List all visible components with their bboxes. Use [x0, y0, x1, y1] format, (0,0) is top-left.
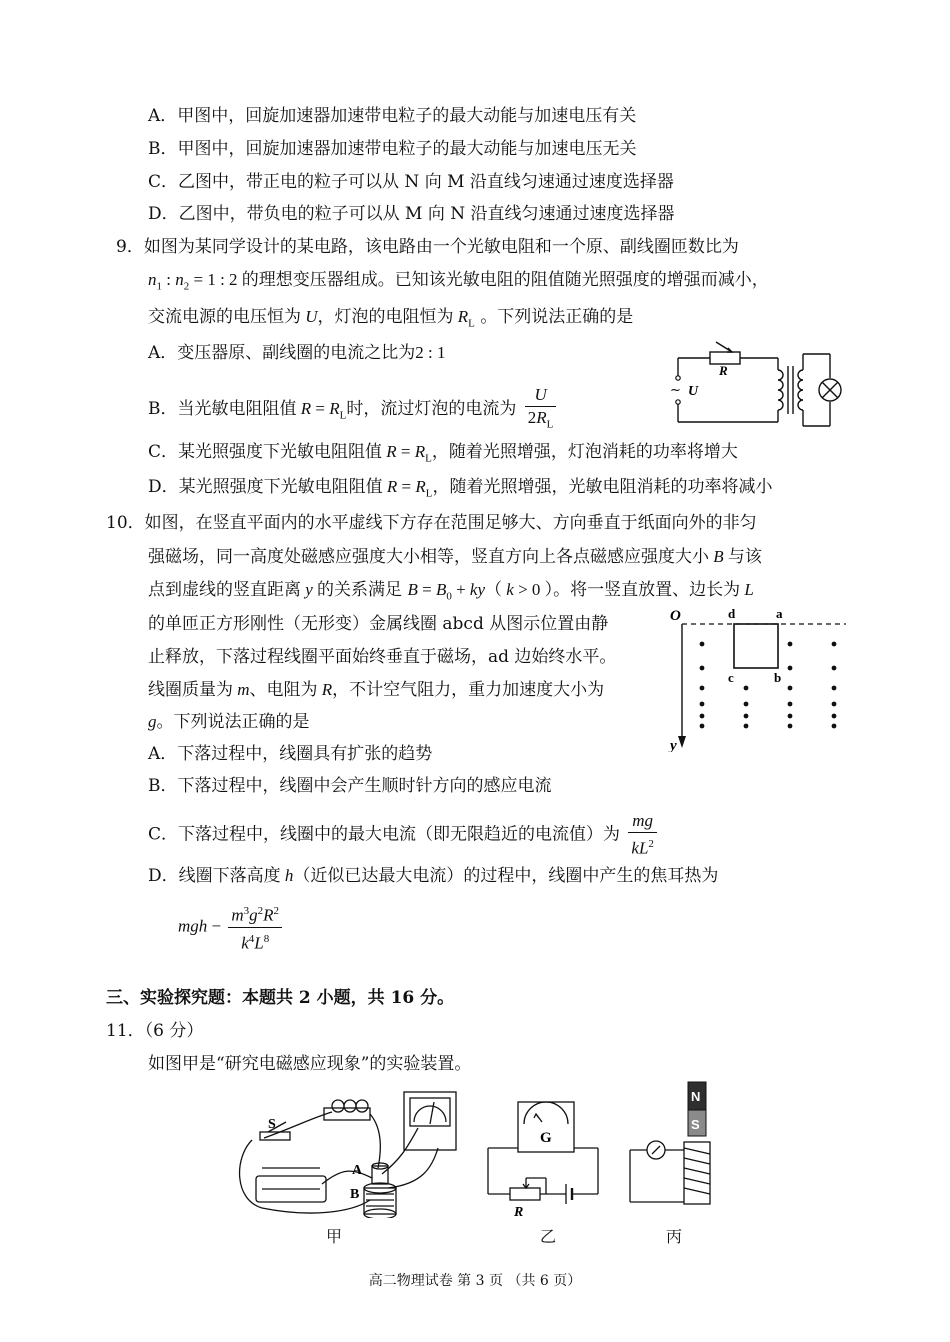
q11-fig-label-g: G [540, 1130, 552, 1146]
q10-fig-label-a: a [776, 606, 783, 621]
caption-bing: 丙 [666, 1227, 683, 1246]
q10-stem1-text: 如图，在竖直平面内的水平虚线下方存在范围足够大、方向垂直于纸面向外的非匀 [144, 513, 757, 533]
q10-stem6-post: ，不计空气阻力，重力加速度大小为 [332, 680, 605, 700]
q9-stem3-mid: ，灯泡的电阻恒为 [317, 307, 454, 327]
q10-stem-line6: 线圈质量为 m、电阻为 R，不计空气阻力，重力加速度大小为 [148, 680, 605, 700]
caption-jia: 甲 [326, 1227, 343, 1246]
page-footer: 高二物理试卷 第 3 页 （共 6 页） [368, 1273, 582, 1289]
q10-stem2-post: 与该 [727, 547, 762, 567]
q10-option-d: D．线圈下落高度 h（近似已达最大电流）的过程中，线圈中产生的焦耳热为 [148, 866, 719, 886]
q10-fig-label-o: O [670, 608, 681, 624]
q10-stem3-post: 。将一竖直放置、边长为 [553, 580, 741, 600]
q8-option-a: A．甲图中，回旋加速器加速带电粒子的最大动能与加速电压有关 [148, 106, 637, 126]
q9-stem3-pre: 交流电源的电压恒为 [148, 307, 301, 327]
q10-option-c-fraction: $\frac{mg}{kL^2}$ [628, 810, 657, 860]
q11-stem: 如图甲是“研究电磁感应现象”的实验装置。 [148, 1054, 472, 1074]
q10-fig-label-d: d [728, 606, 736, 621]
q11-fig-label-r: R [514, 1205, 524, 1218]
q9-number: 9． [116, 237, 144, 257]
q9-stem1-text: 如图为某同学设计的某电路，该电路由一个光敏电阻和一个原、副线圈匝数比为 [143, 237, 739, 257]
q10-stem-line2: 强磁场，同一高度处磁感应强度大小相等，竖直方向上各点磁感应强度大小 B 与该 [148, 547, 762, 567]
q10-fig-label-c: c [728, 670, 734, 685]
q10-stem3-mid: 的关系满足 [317, 580, 403, 600]
q11-fig-label-a: A [352, 1163, 363, 1178]
section3-title: 三、实验探究题：本题共 2 小题，共 16 分。 [106, 988, 455, 1008]
q10-stem-line5: 止释放，下落过程线圈平面始终垂直于磁场，ad 边始终水平。 [148, 647, 617, 667]
q10-stem6-mid: 、电阻为 [249, 680, 318, 700]
q8-option-d: D．乙图中，带负电的粒子可以从 M 向 N 沿直线匀速通过速度选择器 [148, 204, 675, 224]
q9-option-d: D．某光照强度下光敏电阻阻值 $R = R_L$，随着光照增强，光敏电阻消耗的功率将减小 [148, 477, 773, 500]
q9-option-b: B．当光敏电阻阻值 $R = R_L$时，流过灯泡的电流为 $\frac{U}{2R_L}$ [148, 384, 559, 435]
q10-option-d-pre: D．线圈下落高度 [148, 866, 281, 886]
q10-stem6-pre: 线圈质量为 [148, 680, 233, 700]
q9-option-b-pre: B．当光敏电阻阻值 [148, 399, 297, 420]
q10-stem7-post: 。下列说法正确的是 [156, 712, 310, 732]
q9-option-d-pre: D．某光照强度下光敏电阻阻值 [148, 477, 383, 497]
rheostat-symbol [510, 1188, 540, 1200]
q9-option-a-text: A．变压器原、副线圈的电流之比为 [148, 343, 416, 363]
q10-option-b: B．下落过程中，线圈中会产生顺时针方向的感应电流 [148, 776, 552, 796]
coil-abcd [734, 624, 778, 668]
q11-fig-label-s: S [268, 1117, 276, 1132]
q11-fig-label-n: N [691, 1089, 701, 1104]
q9-option-a-ratio: 2 : 1 [415, 343, 446, 362]
q10-magnetic-field-diagram [668, 604, 848, 752]
q10-stem-line1 [106, 511, 757, 535]
q8-option-b: B．甲图中，回旋加速器加速带电粒子的最大动能与加速电压无关 [148, 139, 637, 159]
q10-option-c [148, 810, 660, 860]
q9-stem-line2: $n_1$ : $n_2 = 1$ : 2 的理想变压器组成。已知该光敏电阻的阻值随光照强度的增强而减小， [148, 270, 769, 293]
q11-fig-label-b: B [350, 1187, 360, 1202]
q10-option-c-pre: C．下落过程中，线圈中的最大电流（即无限趋近的电流值）为 [148, 824, 621, 845]
field-dots [700, 642, 837, 729]
q10-fig-label-b: b [774, 670, 782, 685]
q9-option-c: C．某光照强度下光敏电阻阻值 $R = R_L$，随着光照增强，灯泡消耗的功率将增大 [148, 442, 738, 465]
q11-score: （6 分） [144, 1021, 204, 1041]
q10-number: 10． [106, 513, 145, 533]
q10-stem-line4: 的单匝正方形刚性（无形变）金属线圈 abcd 从图示位置由静 [148, 614, 609, 634]
q11-number: 11． [106, 1021, 145, 1041]
q9-option-b-fraction: $\frac{U}{2R_L}$ [525, 384, 557, 435]
q10-option-d-fraction: $\frac{m^3g^2R^2}{k^4L^8}$ [228, 900, 282, 954]
svg-text:~: ~ [670, 383, 681, 398]
q9-fig-label-u: U [688, 384, 699, 399]
q10-stem-line3: 点到虚线的竖直距离 y 的关系满足 $B = B_0 + ky$（ k > 0 ）。将一竖直放置、边长为 L [148, 580, 754, 603]
q10-stem-line7: g。下列说法正确的是 [148, 712, 310, 732]
q9-option-d-post: ，随着光照增强，光敏电阻消耗的功率将减小 [432, 477, 773, 497]
q10-stem2-pre: 强磁场，同一高度处磁感应强度大小相等，竖直方向上各点磁感应强度大小 [148, 547, 709, 567]
q9-fig-label-r: R [719, 363, 728, 378]
q9-circuit-diagram [660, 340, 850, 430]
q10-stem3-pre: 点到虚线的竖直距离 [148, 580, 301, 600]
q11-fig-label-s2: S [691, 1117, 700, 1132]
q9-option-b-mid: 时，流过灯泡的电流为 [346, 399, 517, 420]
q11-header [106, 1019, 203, 1043]
q10-fig-label-y: y [670, 738, 677, 752]
q9-option-a [148, 341, 446, 365]
q10-option-d-expression: mgh − $\frac{m^3g^2R^2}{k^4L^8}$ [178, 900, 285, 954]
q9-stem2-text: 的理想变压器组成。已知该光敏电阻的阻值随光照强度的增强而减小， [241, 270, 769, 290]
q11-figure-jia [232, 1088, 462, 1218]
q10-option-d-post: （近似已达最大电流）的过程中，线圈中产生的焦耳热为 [293, 866, 719, 886]
q10-option-a: A．下落过程中，线圈具有扩张的趋势 [148, 744, 433, 764]
q9-stem-line3: 交流电源的电压恒为 U，灯泡的电阻恒为 $R_L$ 。下列说法正确的是 [148, 307, 634, 330]
q8-option-c: C．乙图中，带正电的粒子可以从 N 向 M 沿直线匀速通过速度选择器 [148, 172, 674, 192]
q11-figure-yi [486, 1098, 602, 1218]
q9-stem-line1 [116, 235, 739, 259]
q11-figure-bing [626, 1080, 726, 1208]
q9-stem3-post: 。下列说法正确的是 [480, 307, 634, 327]
q9-option-c-pre: C．某光照强度下光敏电阻阻值 [148, 442, 383, 462]
caption-yi: 乙 [540, 1227, 557, 1246]
q9-option-c-post: ，随着光照增强，灯泡消耗的功率将增大 [431, 442, 738, 462]
